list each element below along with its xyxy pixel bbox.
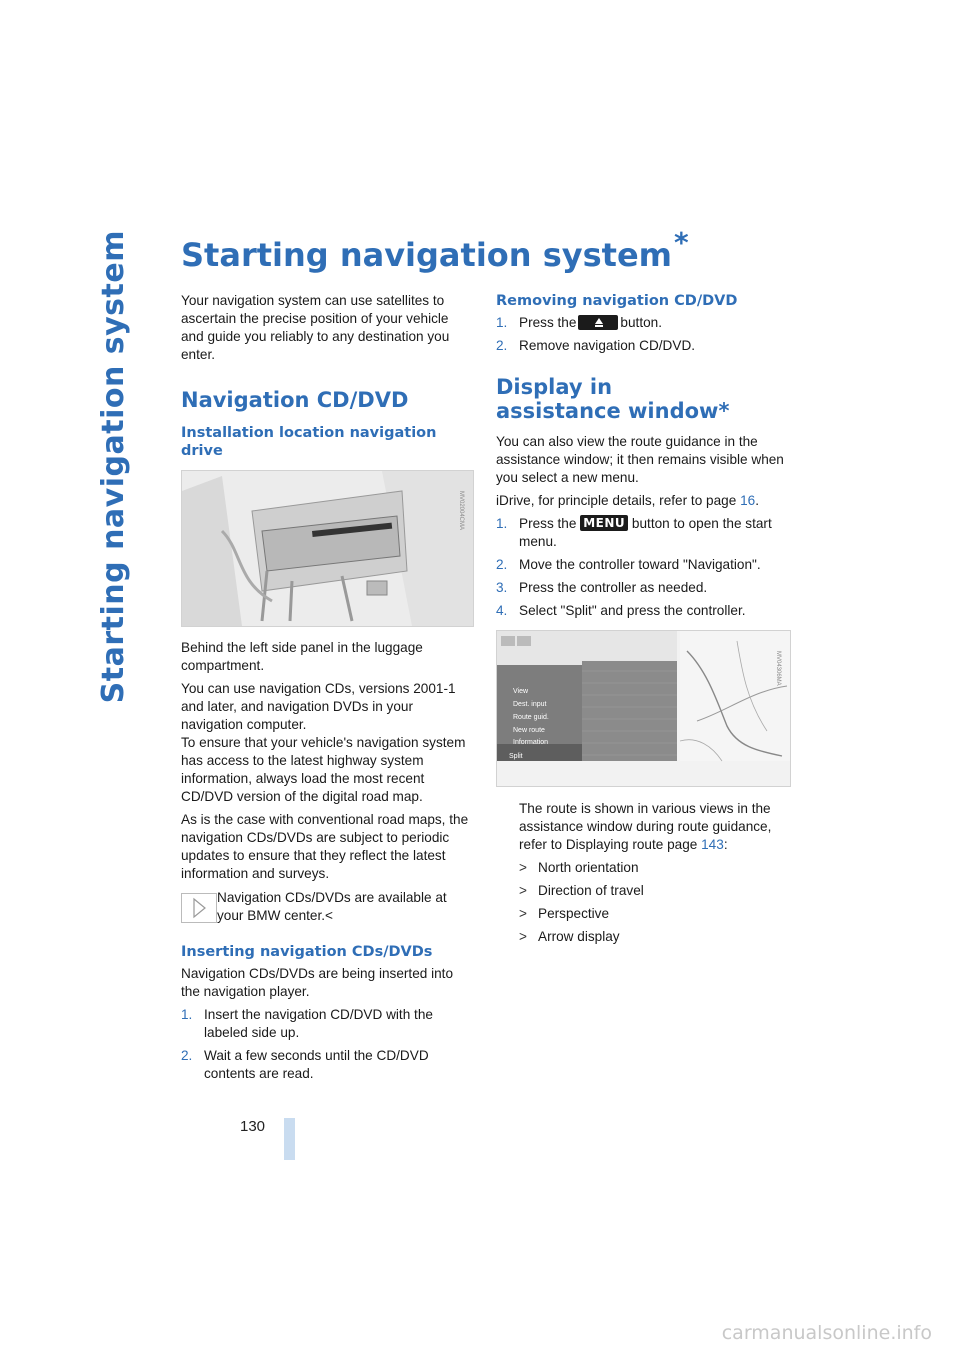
figure-code: MV02004CMA [458,491,464,531]
step-text: Insert the navigation CD/DVD with the labeled side up. [204,1007,433,1040]
section-heading-assistance-window: Display in assistance window* [496,375,730,423]
note-box [181,889,474,925]
step-text: Press the controller as needed. [519,580,708,595]
page-number: 130 [240,1118,266,1135]
inserting-intro: Navigation CDs/DVDs are being inserted into the navigation player. [181,966,454,999]
list-item [181,1006,474,1042]
screen-menu-item: View [513,688,529,695]
removing-steps [496,314,791,355]
list-item [496,314,791,332]
optional-equipment-star: * [673,226,689,259]
subheading-inserting: Inserting navigation CDs/DVDs [181,944,433,960]
screen-menu-item: Route guid. [513,714,549,721]
step-text: Wait a few seconds until the CD/DVD contents are read. [204,1048,429,1081]
list-item [496,515,791,551]
chapter-side-tab: Starting navigation system [96,230,131,704]
step-number: 2. [496,338,508,353]
latest-version-paragraph: To ensure that your vehicle's navigation system has access to the latest highway system information, always load the most recent CD/DVD version of the digital road map. [181,735,466,804]
idrive-text: iDrive, for principle details, refer to page [496,493,737,508]
step-text-post: button. [620,315,662,330]
list-item [496,602,791,620]
step-number: 1. [181,1007,193,1022]
navigation-drive-figure [181,470,474,627]
screen-menu-item: New route [513,727,545,734]
left-column [181,292,474,1088]
navigation-drive-illustration [182,471,473,626]
list-item: > North orientation [519,859,791,877]
note-triangle-icon [181,893,217,923]
page-link-143[interactable]: 143 [701,837,724,852]
route-views-end: : [723,837,728,852]
step-text-pre: Press the [519,516,577,531]
step-number: 1. [496,315,508,330]
page-link-16[interactable]: 16 [740,493,756,508]
step-number: 4. [496,603,508,618]
idrive-end: . [755,493,759,508]
page-title-text: Starting navigation system [181,236,672,274]
split-screen-figure [496,630,791,787]
figure-code: MV04306MA [775,651,781,686]
route-views-block [496,800,791,854]
list-item [181,1047,474,1083]
route-views-paragraph [519,800,791,854]
route-views-text: The route is shown in various views in the assistance window during route guidance, refer to Displaying route page [519,801,772,852]
subheading-removing: Removing navigation CD/DVD [496,293,738,309]
step-number: 2. [496,557,508,572]
list-item [496,579,791,597]
section-heading-navigation-cd: Navigation CD/DVD [181,388,409,412]
route-views-list [496,859,791,946]
list-item: > Perspective [519,905,791,923]
list-item: > Direction of travel [519,882,791,900]
step-text-post: button to open the start menu. [519,516,772,549]
step-text: Move the controller toward "Navigation". [519,557,761,572]
step-text: Select "Split" and press the controller. [519,603,746,618]
page-title [181,226,689,274]
step-number: 1. [496,516,508,531]
subheading-installation: Installation location navigation drive [181,425,437,459]
screen-menu-item: Dest. input [513,701,547,708]
right-column [496,292,791,951]
display-intro: You can also view the route guidance in the assistance window; it then remains visible when you select a new menu. [496,434,784,485]
step-number: 3. [496,580,508,595]
versions-paragraph: You can use navigation CDs, versions 2001-1 and later, and navigation DVDs in your navigation computer. [181,681,456,732]
list-item [496,337,791,355]
screen-menu-item: Information [513,739,549,746]
step-text: Remove navigation CD/DVD. [519,338,696,353]
step-text-pre: Press the [519,315,577,330]
step-number: 2. [181,1048,193,1063]
updates-paragraph: As is the case with conventional road maps, the navigation CDs/DVDs are subject to periodic updates to ensure that they reflect the latest information and surveys. [181,812,469,881]
note-end-mark: < [325,908,333,923]
list-item [496,556,791,574]
page-marker-bar [284,1118,295,1160]
install-caption: Behind the left side panel in the luggage compartment. [181,640,423,673]
watermark: carmanualsonline.info [721,1322,932,1344]
eject-button-icon [578,315,618,330]
note-text: Navigation CDs/DVDs are available at your BMW center. [217,890,447,923]
screen-split-item: Split [509,753,523,760]
idrive-reference [496,492,791,510]
display-steps [496,515,791,620]
menu-button-icon: MENU [580,515,628,531]
list-item: > Arrow display [519,928,791,946]
intro-paragraph: Your navigation system can use satellites to ascertain the precise position of your vehicle and guide you reliably to any destination you enter. [181,293,450,362]
inserting-steps [181,1006,474,1083]
